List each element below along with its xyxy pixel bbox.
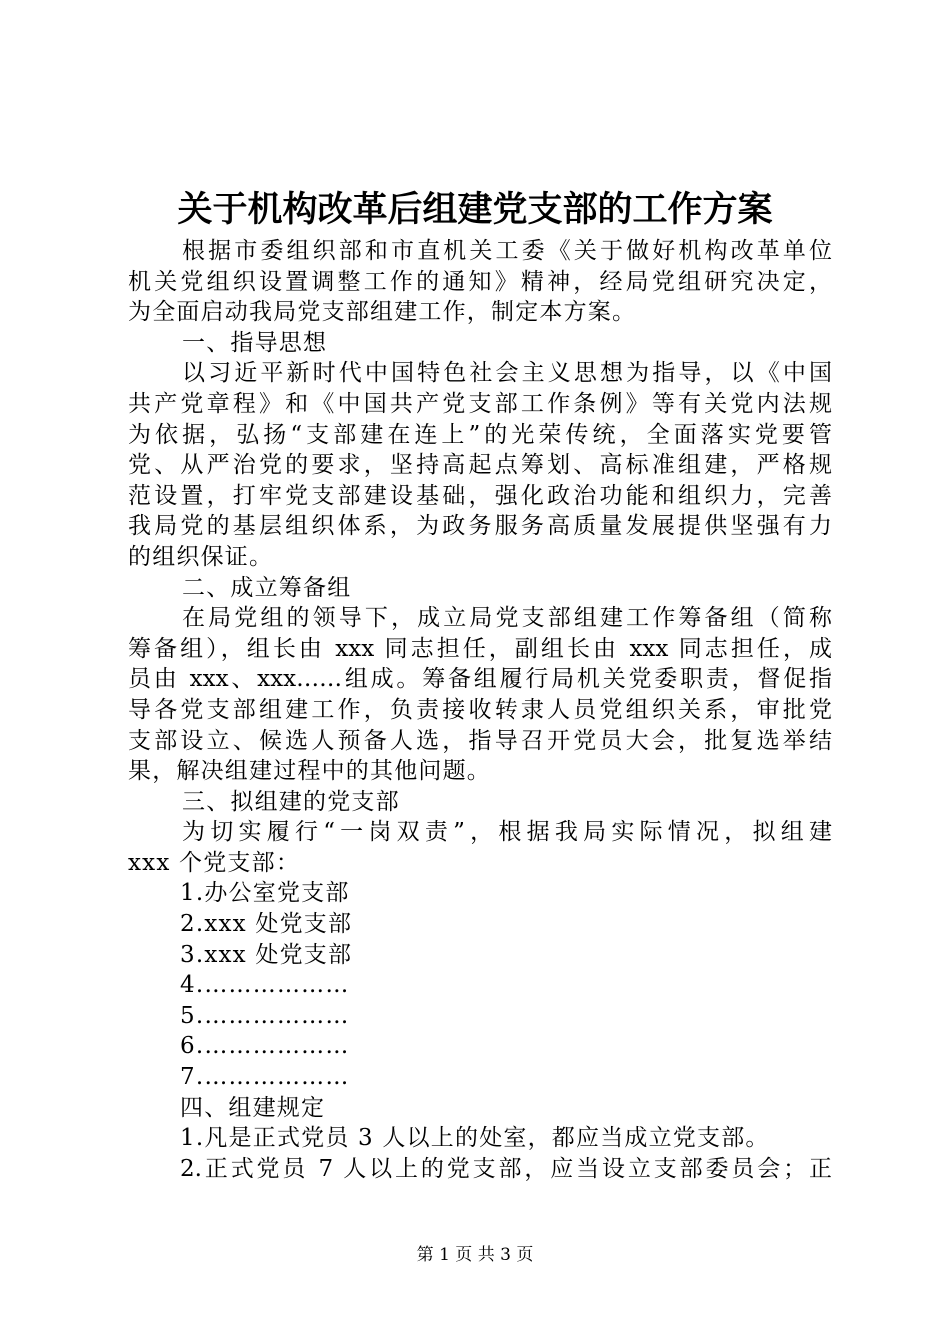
paragraph-line: 果，解决组建过程中的其他问题。 (128, 758, 491, 785)
paragraph-line: 我局党的基层组织体系，为政务服务高质量发展提供坚强有力 (128, 513, 832, 540)
paragraph-line: 筹备组），组长由 xxx 同志担任，副组长由 xxx 同志担任，成 (128, 635, 832, 662)
paragraph-line: 党、从严治党的要求，坚持高起点筹划、高标准组建，严格规 (128, 452, 832, 479)
paragraph-line: 范设置，打牢党支部建设基础，强化政治功能和组织力，完善 (128, 482, 832, 509)
paragraph-line: 共产党章程》和《中国共产党支部工作条例》等有关党内法规 (128, 390, 832, 417)
paragraph-line: 的组织保证。 (128, 543, 274, 570)
document-title: 关于机构改革后组建党支部的工作方案 (177, 189, 773, 230)
paragraph-line: 导各党支部组建工作，负责接收转隶人员党组织关系，审批党 (128, 696, 832, 723)
paragraph-line: 在局党组的领导下，成立局党支部组建工作筹备组（简称 (182, 605, 832, 632)
page-number-footer: 第 1 页 共 3 页 (416, 1245, 534, 1265)
paragraph-line: 员由 xxx、xxx……组成。筹备组履行局机关党委职责，督促指 (128, 666, 832, 693)
section-heading: 二、成立筹备组 (182, 574, 352, 601)
list-item: 7.……………… (180, 1064, 350, 1091)
paragraph-line: 支部设立、候选人预备人选，指导召开党员大会，批复选举结 (128, 727, 832, 754)
list-item: 4.……………… (180, 972, 350, 999)
paragraph-line: 为切实履行“一岗双责”，根据我局实际情况，拟组建 (182, 819, 832, 846)
section-heading: 四、组建规定 (180, 1094, 326, 1121)
list-item: 2.xxx 处党支部 (180, 911, 353, 938)
list-item: 1.凡是正式党员 3 人以上的处室，都应当成立党支部。 (180, 1125, 770, 1152)
list-item: 5.……………… (180, 1002, 350, 1029)
list-item: 2.正式党员 7 人以上的党支部，应当设立支部委员会；正 (180, 1155, 832, 1182)
section-heading: 三、拟组建的党支部 (182, 788, 400, 815)
paragraph-line: 为全面启动我局党支部组建工作，制定本方案。 (128, 299, 637, 326)
paragraph-line: 以习近平新时代中国特色社会主义思想为指导，以《中国 (182, 360, 832, 387)
list-item: 1.办公室党支部 (180, 880, 350, 907)
list-item: 6.……………… (180, 1033, 350, 1060)
paragraph-line: xxx 个党支部： (128, 849, 301, 876)
paragraph-line: 机关党组织设置调整工作的通知》精神，经局党组研究决定， (128, 268, 832, 295)
list-item: 3.xxx 处党支部 (180, 941, 353, 968)
paragraph-line: 根据市委组织部和市直机关工委《关于做好机构改革单位 (182, 238, 832, 264)
paragraph-line: 为依据，弘扬“支部建在连上”的光荣传统，全面落实党要管 (128, 421, 832, 448)
document-body (128, 236, 832, 1184)
section-heading: 一、指导思想 (182, 329, 328, 356)
